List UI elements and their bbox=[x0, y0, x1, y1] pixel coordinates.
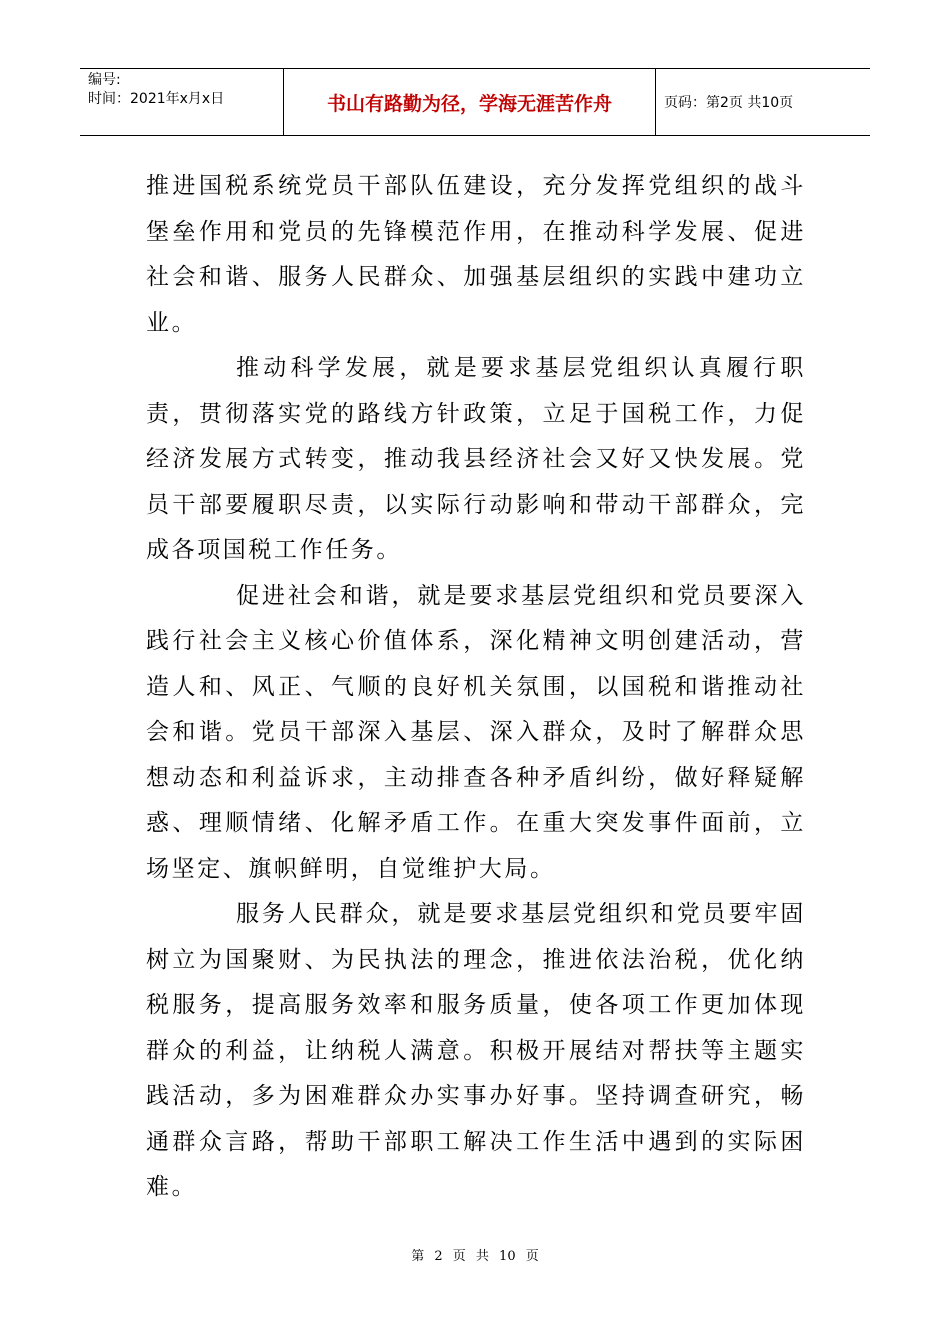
paragraph-4: 服务人民群众，就是要求基层党组织和党员要牢固树立为国聚财、为民执法的理念，推进依法治税，优化纳税服务，提高服务效率和服务质量，使各项工作更加体现群众的利益，让纳税人满意。积极开展结对帮扶等主题实践活动，多为困难群众办实事办好事。坚持调查研究，畅通群众言路，帮助干部职工解决工作生活中遇到的实际困难。 bbox=[146, 901, 806, 1200]
page-header bbox=[80, 68, 870, 136]
document-time-label: 时间：2021年x月x日 bbox=[88, 91, 225, 107]
paragraph-2: 推动科学发展，就是要求基层党组织认真履行职责，贯彻落实党的路线方针政策，立足于国税工作，力促经济发展方式转变，推动我县经济社会又好又快发展。党员干部要履职尽责，以实际行动影响和带动干部群众，完成各项国税工作任务。 bbox=[146, 355, 806, 563]
document-number-label: 编号: bbox=[88, 72, 121, 88]
paragraph-3: 促进社会和谐，就是要求基层党组织和党员要深入践行社会主义核心价值体系，深化精神文明创建活动，营造人和、风正、气顺的良好机关氛围，以国税和谐推动社会和谐。党员干部深入基层、深入群众，及时了解群众思想动态和利益诉求，主动排查各种矛盾纠纷，做好释疑解惑、理顺情绪、化解矛盾工作。在重大突发事件面前，立场坚定、旗帜鲜明，自觉维护大局。 bbox=[146, 582, 806, 882]
paragraph-1: 推进国税系统党员干部队伍建设，充分发挥党组织的战斗堡垒作用和党员的先锋模范作用，在推动科学发展、促进社会和谐、服务人民群众、加强基层组织的实践中建功立业。 bbox=[146, 173, 806, 336]
header-page-info: 页码：第2页 共10页 bbox=[664, 95, 794, 111]
header-meta bbox=[80, 69, 284, 135]
header-motto: 书山有路勤为径，学海无涯苦作舟 bbox=[284, 69, 656, 135]
page-footer: 第 2 页 共 10 页 bbox=[411, 1249, 539, 1264]
document-body bbox=[146, 164, 806, 1211]
